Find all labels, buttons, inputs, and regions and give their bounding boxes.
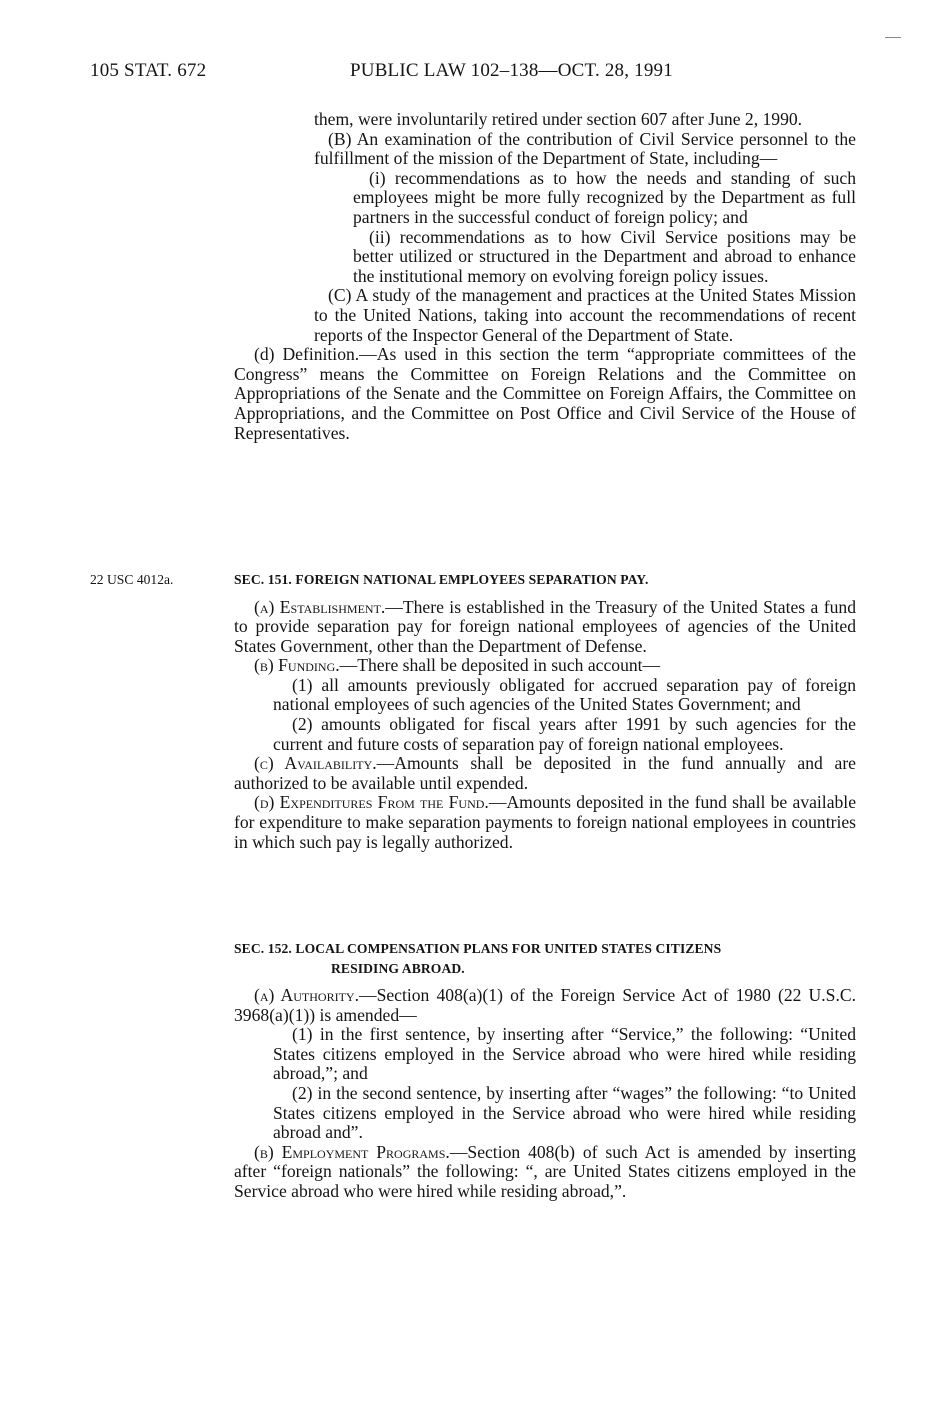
paragraph-c: (C) A study of the management and practices at the United States Mission to the United Nations, taking into account the recommendations of recent reports of the Inspector General of the Department of State. — [314, 285, 856, 345]
section-152-a-1: (1) in the first sentence, by inserting after “Service,” the following: “United States citizens employed in the Service abroad who were hired while residing abroad,”; and — [273, 1024, 856, 1084]
section-151-b-2: (2) amounts obligated for fiscal years after 1991 by such agencies for the current and future costs of separation pay of foreign national employees. — [273, 714, 856, 754]
usc-margin-note: 22 USC 4012a. — [90, 572, 174, 587]
section-152-a-2: (2) in the second sentence, by inserting after “wages” the following: “to United States citizens employed in the Service abroad who were hired while residing abroad and”. — [273, 1082, 856, 1143]
section-151-heading: SEC. 151. FOREIGN NATIONAL EMPLOYEES SEPARATION PAY. — [234, 572, 649, 587]
paragraph-continuation: them, were involuntarily retired under section 607 after June 2, 1990. — [314, 109, 803, 129]
label-employment-programs: (b) Employment Programs. — [254, 1141, 450, 1162]
section-152-heading: SEC. 152. LOCAL COMPENSATION PLANS FOR UNITED STATES CITIZENS RESIDING ABROAD. — [234, 941, 722, 976]
label-funding: (b) Funding. — [254, 655, 340, 676]
section-151-b-1: (1) all amounts previously obligated for accrued separation pay of foreign national employees of such agencies of the United States Government; and — [273, 674, 856, 715]
paragraph-b-ii: (ii) recommendations as to how Civil Service positions may be better utilized or structured in the Department and abroad to enhance the institutional memory on evolving foreign policy issues. — [353, 226, 856, 286]
page-running-title: PUBLIC LAW 102–138—OCT. 28, 1991 — [350, 60, 673, 81]
section-152 — [234, 939, 856, 1202]
section-151 — [234, 570, 856, 852]
page-stat-number: 105 STAT. 672 — [90, 60, 207, 81]
paragraph-b: (B) An examination of the contribution of Civil Service personnel to the fulfillment of the mission of the Department of State, including— — [314, 128, 856, 169]
paragraph-definition: (d) Definition.—As used in this section the term “appropriate committees of the Congress” means the Committee on Foreign Relations and the Committee on Appropriations of the Senate and the Committee on Foreign Affairs, the Committee on Appropriations, and the Committee on Post Office and Civil Service of the House of Representatives. — [234, 344, 856, 443]
corner-mark — [885, 37, 901, 38]
section-151-a: (a) Establishment.—There is established in the Treasury of the United States a fund to provide separation pay for foreign national employees of agencies of the United States Government, other than the Department of Defense. — [234, 596, 856, 656]
label-authority: (a) Authority. — [254, 985, 359, 1005]
section-152-a: (a) Authority.—Section 408(a)(1) of the Foreign Service Act of 1980 (22 U.S.C. 3968(a)(1)) is amended— — [234, 985, 856, 1025]
top-continuation-block — [234, 110, 856, 443]
section-152-b: (b) Employment Programs.—Section 408(b) of such Act is amended by inserting after “foreign nationals” the following: “, are United States citizens employed in the Service abroad who were hired while residing abroad,”. — [234, 1141, 856, 1201]
section-151-b: (b) Funding.—There shall be deposited in such account— — [254, 655, 661, 676]
section-151-d: (d) Expenditures From the Fund.—Amounts deposited in the fund shall be available for expenditure to make separation payments to foreign national employees in countries in which such pay is legally authorized. — [234, 792, 857, 852]
section-151-c: (c) Availability.—Amounts shall be deposited in the fund annually and are authorized to be available until expended. — [234, 753, 856, 793]
label-establishment: (a) Establishment. — [254, 596, 386, 617]
label-expenditures: (d) Expenditures From the Fund. — [254, 792, 489, 813]
label-availability: (c) Availability. — [254, 753, 377, 774]
paragraph-b-i: (i) recommendations as to how the needs and standing of such employees might be more fully recognized by the Department as full partners in the successful conduct of foreign policy; and — [353, 167, 856, 227]
